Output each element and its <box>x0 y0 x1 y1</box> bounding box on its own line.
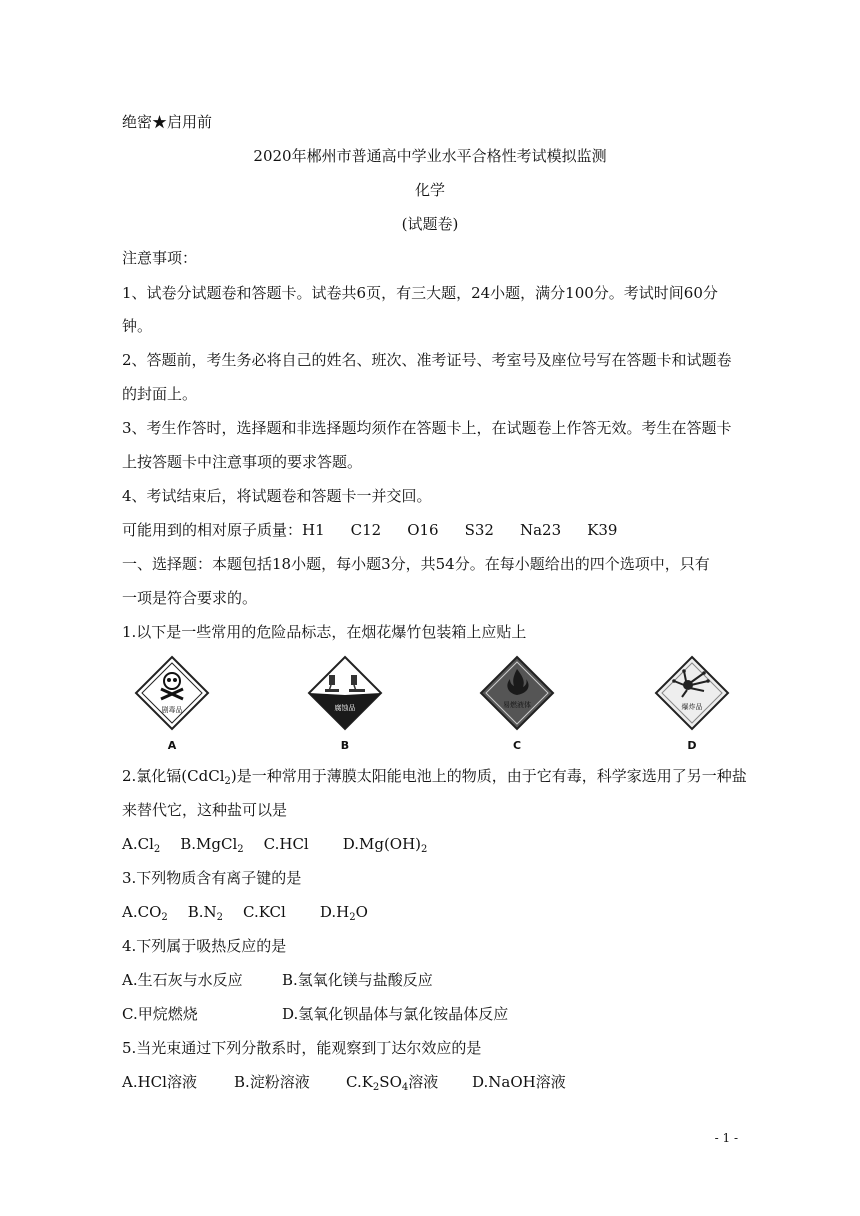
question-2-options <box>122 834 427 860</box>
flame-icon <box>479 655 555 731</box>
hazard-sign-c <box>467 655 567 755</box>
question-2-stem-line-2: 来替代它，这种盐可以是 <box>122 801 288 819</box>
sign-letter: A <box>167 739 177 752</box>
option-d: D.氢氧化钡晶体与氯化铵晶体反应 <box>282 1005 509 1023</box>
note-1-line-2: 钟。 <box>122 317 153 335</box>
atomic-mass-item: K39 <box>587 521 618 539</box>
paper-subtitle: (试题卷) <box>401 215 459 233</box>
option-d: D.NaOH溶液 <box>472 1073 566 1091</box>
note-2-line-2: 的封面上。 <box>122 385 198 403</box>
explosion-icon <box>654 655 730 731</box>
skull-crossbones-icon <box>134 655 210 731</box>
svg-text:剧毒品: 剧毒品 <box>161 706 183 714</box>
atomic-mass-item: Na23 <box>519 521 562 539</box>
hazard-sign-b <box>295 655 395 755</box>
section-1-line-2: 一项是符合要求的。 <box>122 589 258 607</box>
note-4: 4、考试结束后，将试题卷和答题卡一并交回。 <box>122 487 432 505</box>
note-3-line-2: 上按答题卡中注意事项的要求答题。 <box>122 453 363 471</box>
option-a: A.HCl溶液 <box>122 1073 197 1091</box>
question-4-stem: 4.下列属于吸热反应的是 <box>122 937 287 955</box>
exam-title: 2020年郴州市普通高中学业水平合格性考试模拟监测 <box>253 147 607 165</box>
question-5-options <box>122 1072 566 1098</box>
atomic-masses-label: 可能用到的相对原子质量： <box>122 521 303 539</box>
option-d: $D.H_2O$ <box>319 903 368 923</box>
question-4-options-row-1 <box>122 970 433 990</box>
svg-text:易燃液体: 易燃液体 <box>503 701 531 709</box>
option-b: B.MgCl$_2$ <box>180 835 244 855</box>
option-c: $C.K_2SO_4$溶液 <box>346 1073 439 1093</box>
svg-text:腐蚀品: 腐蚀品 <box>334 704 356 712</box>
option-d: $D.Mg(OH)_2$ <box>342 835 428 855</box>
atomic-mass-item: O16 <box>407 521 439 539</box>
hazard-sign-a <box>122 655 222 755</box>
option-c: C.KCl <box>243 903 286 921</box>
note-2-line-1: 2、答题前，考生务必将自己的姓名、班次、准考证号、考室号及座位号写在答题卡和试题卷 <box>122 351 732 369</box>
subject-title: 化学 <box>414 181 445 199</box>
section-1-line-1: 一、选择题：本题包括18小题，每小题3分，共54分。在每小题给出的四个选项中，只有 <box>122 555 710 573</box>
option-c: C.HCl <box>263 835 309 853</box>
question-1-stem: 1.以下是一些常用的危险品标志，在烟花爆竹包装箱上应贴上 <box>122 623 527 641</box>
corrosive-icon <box>307 655 383 731</box>
question-5-stem: 5.当光束通过下列分散系时，能观察到丁达尔效应的是 <box>122 1039 482 1057</box>
notes-heading: 注意事项： <box>122 249 198 267</box>
atomic-mass-item: S32 <box>464 521 494 539</box>
question-2-stem-line-1: 2.氯化镉(CdCl$_2$)是一种常用于薄膜太阳能电池上的物质，由于它有毒，科学家选用了另一种盐 <box>122 767 747 787</box>
option-a: A.生石灰与水反应 <box>122 971 243 989</box>
page-number: - 1 - <box>714 1131 738 1145</box>
note-3-line-1: 3、考生作答时，选择题和非选择题均须作在答题卡上，在试题卷上作答无效。考生在答题卡 <box>122 419 732 437</box>
option-a: $A.CO_2$ <box>122 903 168 923</box>
sign-letter: C <box>512 739 522 752</box>
svg-text:爆炸品: 爆炸品 <box>681 703 703 711</box>
option-c: C.甲烷燃烧 <box>122 1005 198 1023</box>
atomic-mass-item: H1 <box>302 521 325 539</box>
question-4-options-row-2 <box>122 1004 508 1024</box>
option-a: $A.Cl_2$ <box>122 835 161 855</box>
hazard-sign-d <box>642 655 742 755</box>
sign-letter: B <box>340 739 350 752</box>
question-3-options <box>122 902 368 928</box>
note-1-line-1: 1、试卷分试题卷和答题卡。试卷共6页，有三大题，24小题，满分100分。考试时间60分 <box>122 284 718 302</box>
question-3-stem: 3.下列物质含有离子键的是 <box>122 869 302 887</box>
option-b: B.淀粉溶液 <box>234 1073 310 1091</box>
option-b: $B.N_2$ <box>187 903 224 923</box>
hazard-signs <box>122 655 742 755</box>
atomic-mass-item: C12 <box>350 521 382 539</box>
option-b: B.氢氧化镁与盐酸反应 <box>282 971 433 989</box>
secret-label: 绝密★启用前 <box>122 113 213 131</box>
atomic-masses <box>122 520 617 540</box>
sign-letter: D <box>687 739 697 752</box>
